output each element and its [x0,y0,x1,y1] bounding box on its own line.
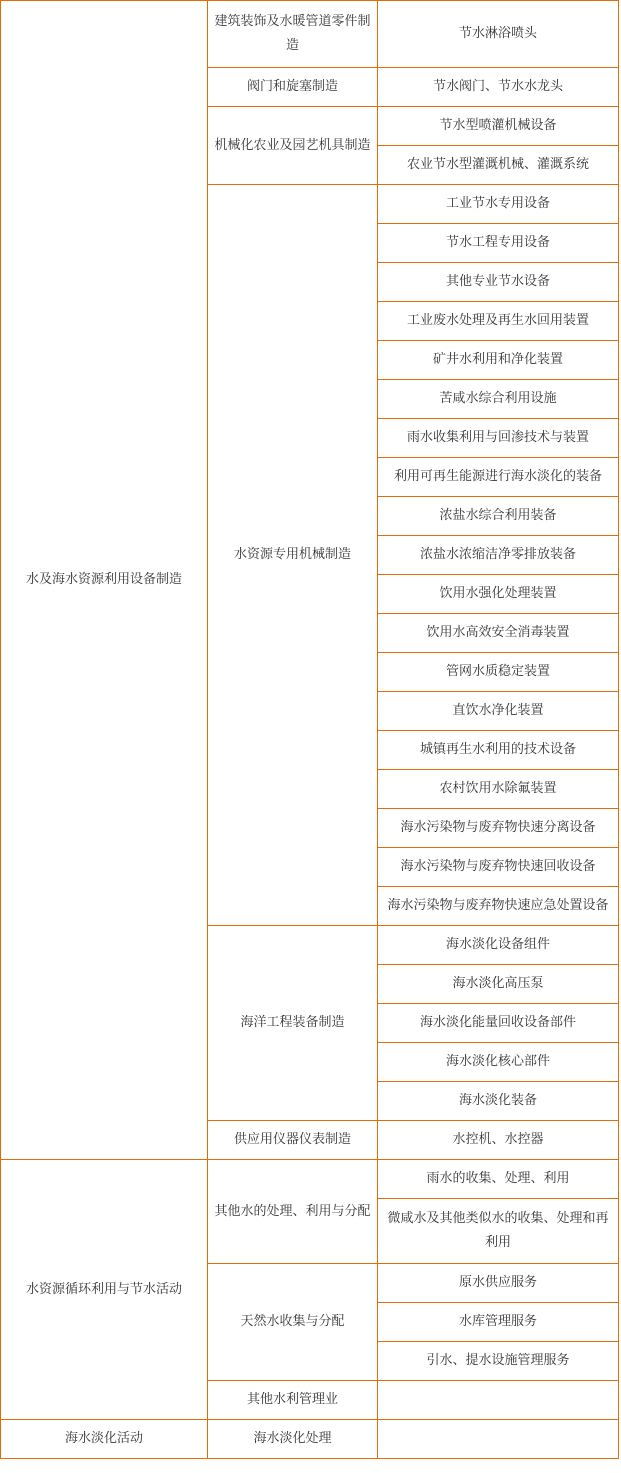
product-cell: 浓盐水综合利用装备 [378,497,619,536]
subcategory-cell: 其他水的处理、利用与分配 [208,1160,378,1264]
product-cell: 水库管理服务 [378,1303,619,1342]
table-row [1,1,619,68]
product-cell: 海水淡化装备 [378,1082,619,1121]
product-cell: 城镇再生水利用的技术设备 [378,731,619,770]
product-cell: 原水供应服务 [378,1264,619,1303]
product-cell: 节水阀门、节水水龙头 [378,68,619,107]
table-row [1,1160,619,1199]
product-cell: 海水污染物与废弃物快速应急处置设备 [378,887,619,926]
product-cell [378,1420,619,1459]
category-cell: 海水淡化活动 [1,1420,208,1459]
category-cell: 水资源循环利用与节水活动 [1,1160,208,1420]
product-cell: 海水污染物与废弃物快速分离设备 [378,809,619,848]
product-cell: 海水淡化设备组件 [378,926,619,965]
product-cell: 节水工程专用设备 [378,224,619,263]
category-cell: 水及海水资源利用设备制造 [1,1,208,1160]
product-cell: 农村饮用水除氟装置 [378,770,619,809]
subcategory-cell: 供应用仪器仪表制造 [208,1121,378,1160]
subcategory-cell: 海水淡化处理 [208,1420,378,1459]
subcategory-cell: 其他水利管理业 [208,1381,378,1420]
product-cell: 农业节水型灌溉机械、灌溉系统 [378,146,619,185]
product-cell: 节水淋浴喷头 [378,1,619,68]
product-cell: 管网水质稳定装置 [378,653,619,692]
product-cell: 雨水的收集、处理、利用 [378,1160,619,1199]
product-cell: 饮用水高效安全消毒装置 [378,614,619,653]
product-cell: 水控机、水控器 [378,1121,619,1160]
subcategory-cell: 海洋工程装备制造 [208,926,378,1121]
product-cell: 引水、提水设施管理服务 [378,1342,619,1381]
product-cell: 工业节水专用设备 [378,185,619,224]
table-row [1,1420,619,1459]
product-cell: 矿井水利用和净化装置 [378,341,619,380]
product-cell: 雨水收集利用与回渗技术与装置 [378,419,619,458]
subcategory-cell: 天然水收集与分配 [208,1264,378,1381]
subcategory-cell: 机械化农业及园艺机具制造 [208,107,378,185]
product-cell: 饮用水强化处理装置 [378,575,619,614]
product-cell: 其他专业节水设备 [378,263,619,302]
product-cell: 海水淡化高压泵 [378,965,619,1004]
product-cell: 利用可再生能源进行海水淡化的装备 [378,458,619,497]
product-cell: 海水污染物与废弃物快速回收设备 [378,848,619,887]
product-cell [378,1381,619,1420]
product-cell: 节水型喷灌机械设备 [378,107,619,146]
product-cell: 工业废水处理及再生水回用装置 [378,302,619,341]
product-cell: 浓盐水浓缩洁净零排放装备 [378,536,619,575]
subcategory-cell: 建筑装饰及水暖管道零件制造 [208,1,378,68]
subcategory-cell: 水资源专用机械制造 [208,185,378,926]
product-cell: 微咸水及其他类似水的收集、处理和再利用 [378,1199,619,1264]
product-cell: 海水淡化能量回收设备部件 [378,1004,619,1043]
subcategory-cell: 阀门和旋塞制造 [208,68,378,107]
product-cell: 苦咸水综合利用设施 [378,380,619,419]
product-cell: 直饮水净化装置 [378,692,619,731]
product-cell: 海水淡化核心部件 [378,1043,619,1082]
